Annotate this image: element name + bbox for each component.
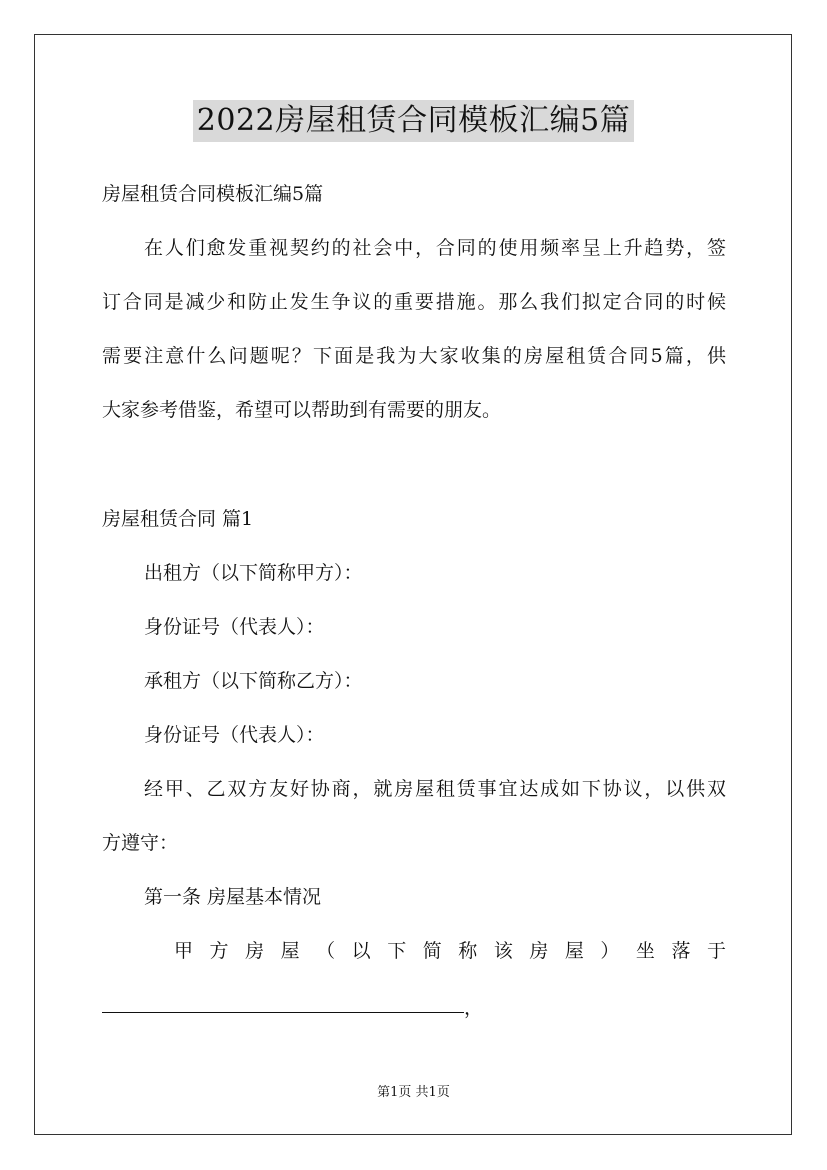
location-char: 落 (671, 940, 691, 962)
location-char: 称 (458, 940, 478, 962)
location-char: 以 (351, 940, 371, 962)
location-blank-comma: ， (464, 997, 484, 1019)
lessee-id-field: 身份证号（代表人）： (144, 724, 325, 746)
location-char: 屋 (280, 940, 300, 962)
location-char: 屋 (564, 940, 584, 962)
lessor-field: 出租方（以下简称甲方）： (144, 562, 363, 584)
intro-line-4: 大家参考借鉴，希望可以帮助到有需要的朋友。 (102, 399, 502, 421)
agreement-line-1: 经甲、乙双方友好协商，就房屋租赁事宜达成如下协议，以供双 (144, 778, 726, 800)
page-footer: 第1页 共1页 (377, 1085, 450, 1100)
document-subtitle: 房屋租赁合同模板汇编5篇 (102, 183, 324, 205)
location-char: 房 (529, 940, 549, 962)
location-char: 下 (387, 940, 407, 962)
location-blank-line (102, 1012, 464, 1013)
intro-line-3: 需要注意什么问题呢？下面是我为大家收集的房屋租赁合同5篇，供 (102, 345, 726, 367)
location-char: 甲 (174, 940, 194, 962)
article-one-heading: 第一条 房屋基本情况 (144, 886, 322, 908)
location-char: ） (600, 940, 620, 962)
location-char: 于 (706, 940, 726, 962)
location-char: 简 (422, 940, 442, 962)
section-heading: 房屋租赁合同 篇1 (102, 508, 254, 530)
location-line (174, 939, 726, 963)
location-char: 坐 (635, 940, 655, 962)
agreement-line-2: 方遵守： (102, 832, 179, 854)
document-title: 2022房屋租赁合同模板汇编5篇 (193, 100, 634, 142)
lessee-field: 承租方（以下简称乙方）： (144, 670, 363, 692)
location-char: 方 (209, 940, 229, 962)
location-char: 该 (493, 940, 513, 962)
location-char: （ (316, 940, 336, 962)
intro-line-1: 在人们愈发重视契约的社会中，合同的使用频率呈上升趋势，签 (144, 237, 726, 259)
location-char: 房 (245, 940, 265, 962)
intro-line-2: 订合同是减少和防止发生争议的重要措施。那么我们拟定合同的时候 (102, 291, 726, 313)
lessor-id-field: 身份证号（代表人）： (144, 616, 325, 638)
